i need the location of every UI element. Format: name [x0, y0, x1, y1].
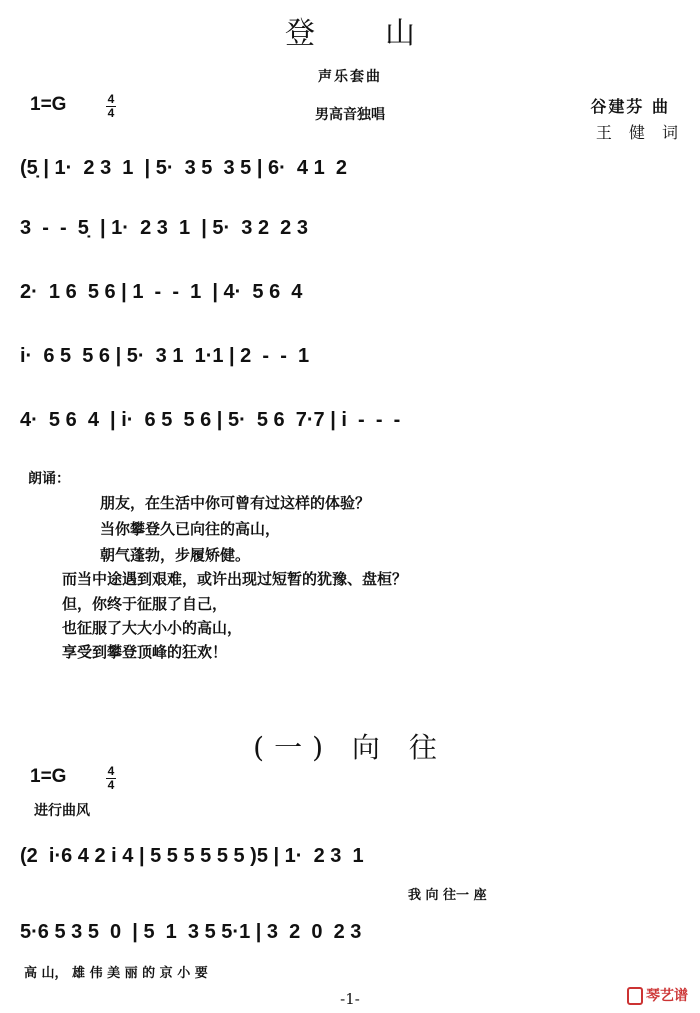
notation-text: 3 - - 5̣ | 1· 2 3 1 | 5· 3 2 2 3 — [20, 217, 308, 239]
recitation-line: 朋友，在生活中你可曾有过这样的体验？ — [100, 494, 371, 512]
notation-text: i· 6 5 5 6 | 5· 3 1 1·1 | 2 - - 1 — [20, 345, 310, 367]
lyric-line-2: 高 山， 雄 伟 美 丽 的 京 小 要 — [24, 966, 208, 981]
time-signature — [106, 94, 116, 119]
time-signature-top: 4 — [107, 764, 115, 778]
section-staff-line-1 — [0, 836, 700, 876]
section-staff-line-2 — [0, 912, 700, 952]
recitation-line: 但，你终于征服了自己， — [62, 595, 228, 613]
site-watermark — [627, 985, 688, 1005]
recitation-line: 也征服了大大小小的高山， — [62, 619, 243, 637]
notation-text: 2· 1 6 5 6 | 1 - - 1 | 4· 5 6 4 — [20, 281, 303, 303]
lyricist-credit: 王 健 词 — [595, 123, 684, 142]
watermark-text: 琴艺谱 — [646, 988, 688, 1004]
staff-line-5 — [0, 400, 700, 440]
key-signature: 1=G — [30, 94, 67, 115]
section-title: (一) 向 往 — [253, 731, 447, 764]
song-title: 登山 — [285, 16, 485, 51]
watermark-logo-icon — [627, 987, 643, 1005]
time-signature-top: 4 — [107, 92, 115, 106]
lyric-line-1: 我 向 往一 座 — [408, 888, 487, 903]
recitation-line: 当你攀登久已向往的高山， — [100, 520, 281, 538]
recitation-line: 而当中途遇到艰难，或许出现过短暂的犹豫、盘桓？ — [62, 570, 408, 588]
performer-note: 男高音独唱 — [315, 107, 385, 123]
recitation-line: 享受到攀登顶峰的狂欢！ — [62, 643, 228, 661]
staff-line-1 — [0, 148, 700, 188]
recitation-label: 朗诵： — [28, 471, 70, 487]
tempo-style-mark: 进行曲风 — [34, 803, 90, 819]
composer-credit: 谷建芬 曲 — [590, 97, 670, 116]
staff-line-2 — [0, 208, 700, 248]
section-time-signature — [106, 766, 116, 791]
notation-text: 4· 5 6 4 | i· 6 5 5 6 | 5· 5 6 7·7 | i - - - — [20, 409, 401, 431]
song-subtitle: 声乐套曲 — [318, 69, 382, 85]
notation-text: (5̣ | 1· 2 3 1 | 5· 3 5 3 5 | 6· 4 1 2 — [20, 157, 347, 179]
notation-text: (2 i·6 4 2 i 4 | 5 5 5 5 5 5 )5 | 1· 2 3 1 — [20, 845, 364, 867]
recitation-line: 朝气蓬勃，步履矫健。 — [100, 546, 251, 564]
time-signature-bottom: 4 — [107, 778, 115, 792]
time-signature-bottom: 4 — [107, 106, 115, 120]
staff-line-4 — [0, 336, 700, 376]
staff-line-3 — [0, 272, 700, 312]
page-number: -1- — [340, 990, 360, 1008]
section-key-signature: 1=G — [30, 766, 67, 787]
notation-text: 5·6 5 3 5 0 | 5 1 3 5 5·1 | 3 2 0 2 3 — [20, 921, 362, 943]
